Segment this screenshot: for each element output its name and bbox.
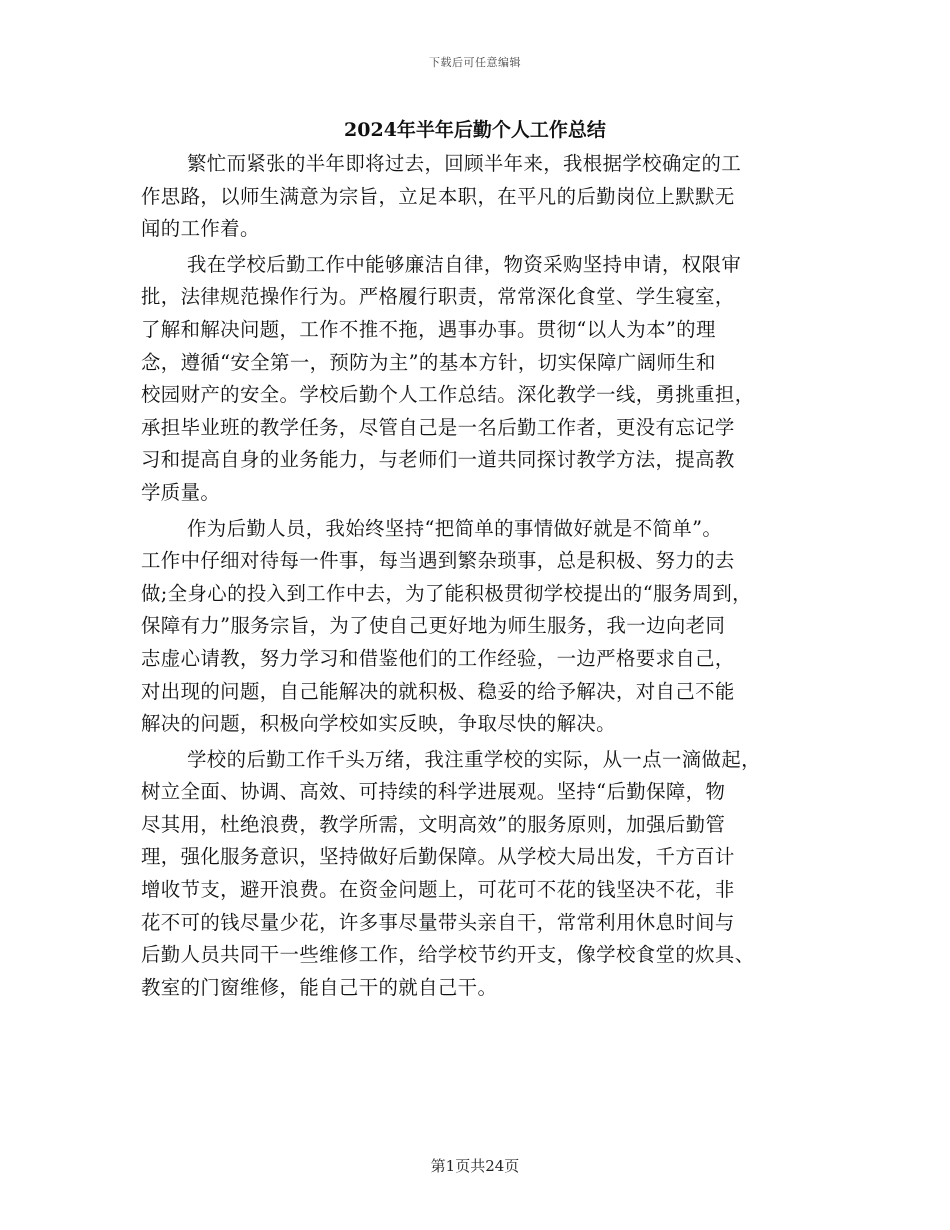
text-line: 繁忙而紧张的半年即将过去，回顾半年来，我根据学校确定的工 <box>187 152 742 175</box>
text-line: 习和提高自身的业务能力，与老师们一道共同探讨教学方法，提高教 <box>141 448 735 472</box>
header-note: 下载后可任意编辑 <box>429 56 521 69</box>
page-number: 第1页共24页 <box>430 1157 520 1175</box>
text-line: 增收节支，避开浪费。在资金问题上，可花可不花的钱坚决不花，非 <box>141 878 735 902</box>
text-line: 学校的后勤工作千头万绪，我注重学校的实际，从一点一滴做起， <box>187 747 761 771</box>
paragraph <box>141 513 811 741</box>
text-line: 我在学校后勤工作中能够廉洁自律，物资采购坚持申请，权限审 <box>187 252 742 276</box>
text-line: 学质量。 <box>141 480 221 504</box>
text-line: 作思路，以师生满意为宗旨，立足本职，在平凡的后勤岗位上默默无 <box>141 184 735 208</box>
text-line: 做;全身心的投入到工作中去，为了能积极贯彻学校提出的“服务周到， <box>141 581 752 605</box>
text-line: 保障有力”服务宗旨，为了使自己更好地为师生服务，我一边向老同 <box>141 614 726 638</box>
paragraph <box>141 744 811 1005</box>
text-line: 教室的门窗维修，能自己干的就自己干。 <box>141 975 498 999</box>
paragraph <box>141 249 811 510</box>
text-line: 解决的问题，积极向学校如实反映，争取尽快的解决。 <box>141 712 616 736</box>
document-title: 2024年半年后勤个人工作总结 <box>344 119 606 141</box>
text-line: 闻的工作着。 <box>141 217 260 241</box>
text-line: 尽其用，杜绝浪费，教学所需，文明高效”的服务原则，加强后勤管 <box>141 812 726 836</box>
paragraph <box>141 148 811 246</box>
text-line: 校园财产的安全。学校后勤个人工作总结。深化教学一线，勇挑重担， <box>141 383 755 407</box>
text-line: 承担毕业班的教学任务，尽管自己是一名后勤工作者，更没有忘记学 <box>141 415 735 439</box>
text-line: 念，遵循“安全第一，预防为主”的基本方针，切实保障广阔师生和 <box>141 350 716 374</box>
text-line: 理，强化服务意识，坚持做好后勤保障。从学校大局出发，千方百计 <box>141 845 735 869</box>
text-line: 批，法律规范操作行为。严格履行职责，常常深化食堂、学生寝室， <box>141 285 735 309</box>
text-line: 了解和解决问题，工作不推不拖，遇事办事。贯彻“以人为本”的理 <box>141 317 716 341</box>
text-line: 工作中仔细对待每一件事，每当遇到繁杂琐事，总是积极、努力的去 <box>141 549 735 573</box>
text-line: 志虚心请教，努力学习和借鉴他们的工作经验，一边严格要求自己， <box>141 646 735 670</box>
text-line: 对出现的问题，自己能解决的就积极、稳妥的给予解决，对自己不能 <box>141 679 735 703</box>
text-line: 树立全面、协调、高效、可持续的科学进展观。坚持“后勤保障，物 <box>141 780 726 804</box>
text-line: 花不可的钱尽量少花，许多事尽量带头亲自干，常常利用休息时间与 <box>141 910 735 934</box>
document-body <box>141 148 811 1004</box>
text-line: 后勤人员共同干一些维修工作，给学校节约开支，像学校食堂的炊具、 <box>141 943 755 967</box>
text-line: 作为后勤人员，我始终坚持“把简单的事情做好就是不简单”。 <box>187 516 723 540</box>
